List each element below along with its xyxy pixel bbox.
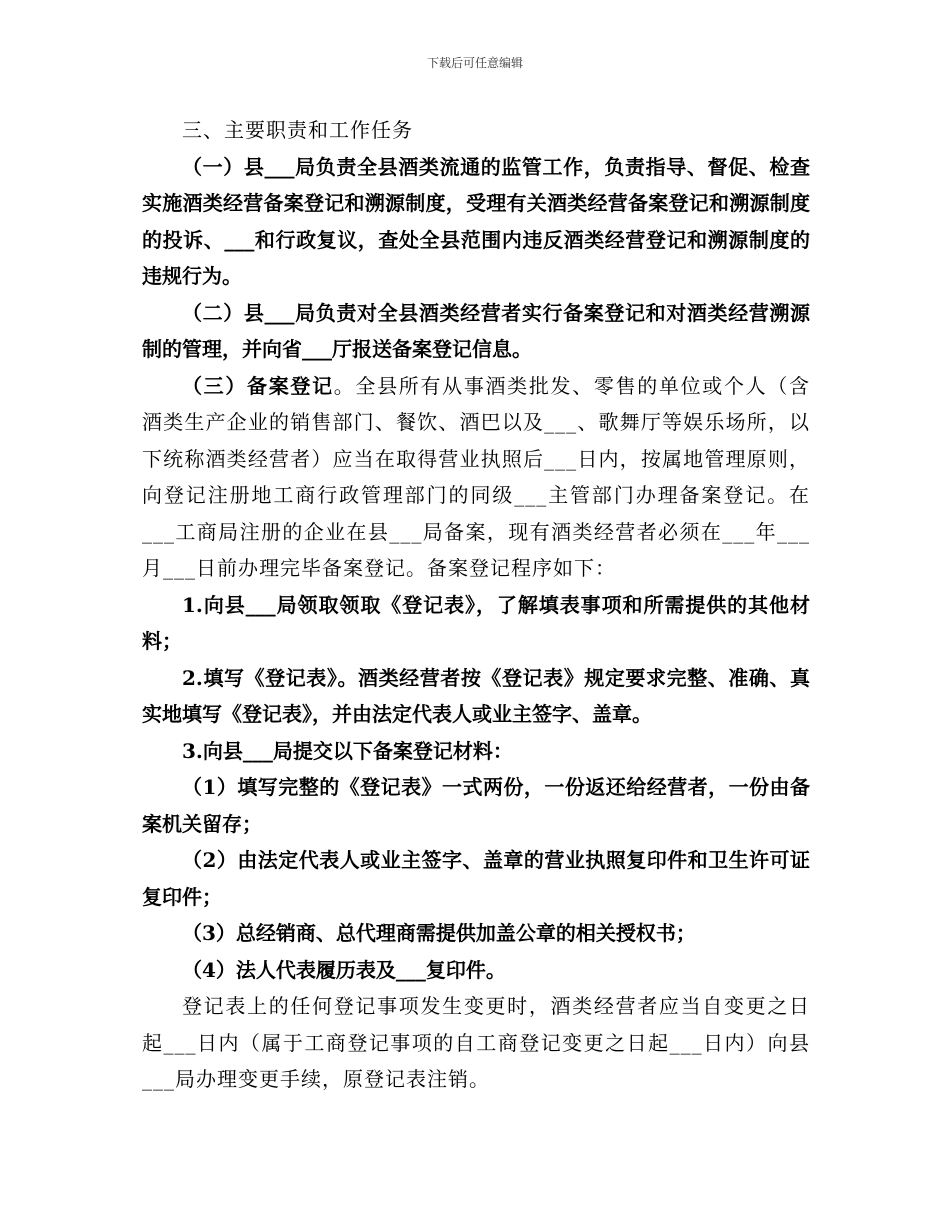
filing-registration-text: 。全县所有从事酒类批发、零售的单位或个人（含酒类生产企业的销售部门、餐饮、酒巴以及___、歌舞厅等娱乐场所，以下统称酒类经营者）应当在取得营业执照后___日内，按属地管理原则，向登记注册地工商行政管理部门的同级___主管部门办理备案登记。在___工商局注册的企业在县___局备案，现有酒类经营者必须在___年___月___日前办理完毕备案登记。备案登记程序如下： <box>142 373 810 580</box>
document-body <box>142 112 810 1098</box>
step-2: 2.填写《登记表》。酒类经营者按《登记表》规定要求完整、准确、真实地填写《登记表》，并由法定代表人或业主签字、盖章。 <box>142 665 810 726</box>
step-3: 3.向县___局提交以下备案登记材料： <box>182 738 513 763</box>
paragraph-change-registration: 登记表上的任何登记事项发生变更时，酒类经营者应当自变更之日起___日内（属于工商登记事项的自工商登记变更之日起___日内）向县___局办理变更手续，原登记表注销。 <box>142 994 810 1091</box>
section-heading: 三、主要职责和工作任务 <box>182 118 413 142</box>
filing-registration-lead: （三）备案登记 <box>182 373 334 398</box>
material-item-2: （2）由法定代表人或业主签字、盖章的营业执照复印件和卫生许可证复印件； <box>142 848 810 909</box>
material-item-1: （1）填写完整的《登记表》一式两份，一份返还给经营者，一份由备案机关留存； <box>142 775 810 836</box>
material-item-3: （3）总经销商、总代理商需提供加盖公章的相关授权书； <box>182 921 696 945</box>
paragraph-filing-registration <box>142 368 810 587</box>
paragraph-county-bureau-registration: （二）县___局负责对全县酒类经营者实行备案登记和对酒类经营溯源制的管理，并向省___厅报送备案登记信息。 <box>142 300 810 361</box>
page-header: 下载后可任意编辑 <box>426 56 523 70</box>
paragraph-county-bureau-supervision: （一）县___局负责全县酒类流通的监管工作，负责指导、督促、检查实施酒类经营备案登记和溯源制度，受理有关酒类经营备案登记和溯源制度的投诉、___和行政复议，查处全县范围内违反酒类经营登记和溯源制度的违规行为。 <box>142 154 810 288</box>
material-item-4: （4）法人代表履历表及___复印件。 <box>182 957 506 982</box>
step-1: 1.向县___局领取领取《登记表》，了解填表事项和所需提供的其他材料； <box>142 592 810 653</box>
